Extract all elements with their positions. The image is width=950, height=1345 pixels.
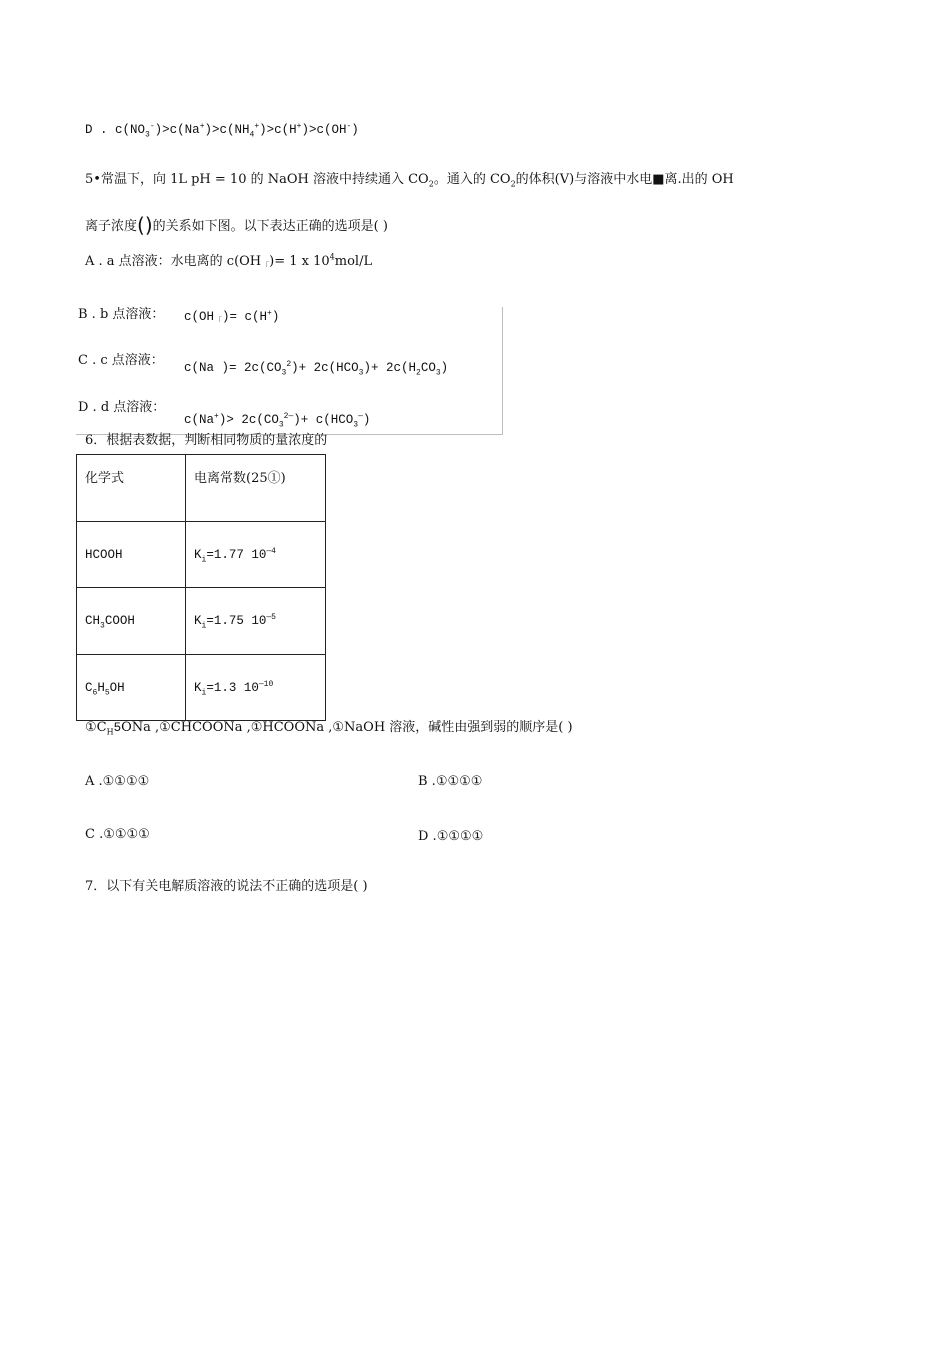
constant-cell: $K_i=1.75$ $10^{—5}$ <box>186 588 326 655</box>
q6-option-d: D .①①①① <box>418 829 484 844</box>
q5-stem-line1: 5•常温下，向 1L pH = 10 的 NaOH 溶液中持续通入 $CO_2$。通入的 $CO_2$的体积(V)与溶液中水电■离.出的 OH <box>85 172 734 189</box>
q7-stem: 7．以下有关电解质溶液的说法不正确的选项是( ) <box>85 879 368 894</box>
q6-option-c: C .①①①① <box>85 827 150 842</box>
q5-option-c-expression: c(Na )= $2c(CO_3^2)+ 2c(HCO_3)+ 2c(H_2CO_3)$ <box>184 359 449 378</box>
constant-cell: $K_i=1.3$ $10^{—10}$ <box>186 655 326 721</box>
header-constant: 电离常数(25①) <box>186 455 326 522</box>
formula-cell: $CH_3COOH$ <box>77 588 186 655</box>
q5-stem-line2: 离子浓度()的关系如下图。以下表达正确的选项是( ) <box>85 213 388 237</box>
ionization-constant-table <box>76 454 326 721</box>
table-row <box>77 588 326 655</box>
q5-option-d-expression: $c(Na^+)> 2c(CO_3^{2—})+ c(HCO_3^—)$ <box>184 411 371 430</box>
q5-option-a: A . a 点溶液：水电离的 $c(OH_「)= 1$ x $10^4mol/L$ <box>85 252 373 271</box>
q6-option-a: A .①①①① <box>85 774 150 789</box>
table-header-row <box>77 455 326 522</box>
header-formula: 化学式 <box>77 455 186 522</box>
q4-option-d: D . $c(NO_3^-)>c(Na^+)>c(NH_4^+)>c(H^+)>c(OH^-)$ <box>85 121 359 140</box>
q6-substances: $①C_H5ONa$ ,①CHCOONa ,①HCOONa ,①NaOH 溶液，碱性由强到弱的顺序是( ) <box>85 720 573 737</box>
q5-option-c: C . c 点溶液： c(Na )= $2c(CO_3^2)+ 2c(HCO_3)+ 2c(H_2CO_3)$ <box>78 353 449 378</box>
q5-option-d: D . d 点溶液： $c(Na^+)> 2c(CO_3^{2—})+ c(HCO_3^—)$ <box>78 400 371 430</box>
formula-cell: $C_6H_5OH$ <box>77 655 186 721</box>
constant-cell: $K_i=1.77$ $10^{—4}$ <box>186 522 326 588</box>
q5-option-b-expression: $c(OH_「)= c(H^+)$ <box>184 308 280 327</box>
formula-cell: HCOOH <box>77 522 186 588</box>
q6-stem: 6．根据表数据，判断相同物质的量浓度的 <box>85 433 328 448</box>
q6-option-b: B .①①①① <box>418 774 483 789</box>
q5-option-b: B . b 点溶液： $c(OH_「)= c(H^+)$ <box>78 307 280 327</box>
table-row <box>77 655 326 721</box>
table-row <box>77 522 326 588</box>
